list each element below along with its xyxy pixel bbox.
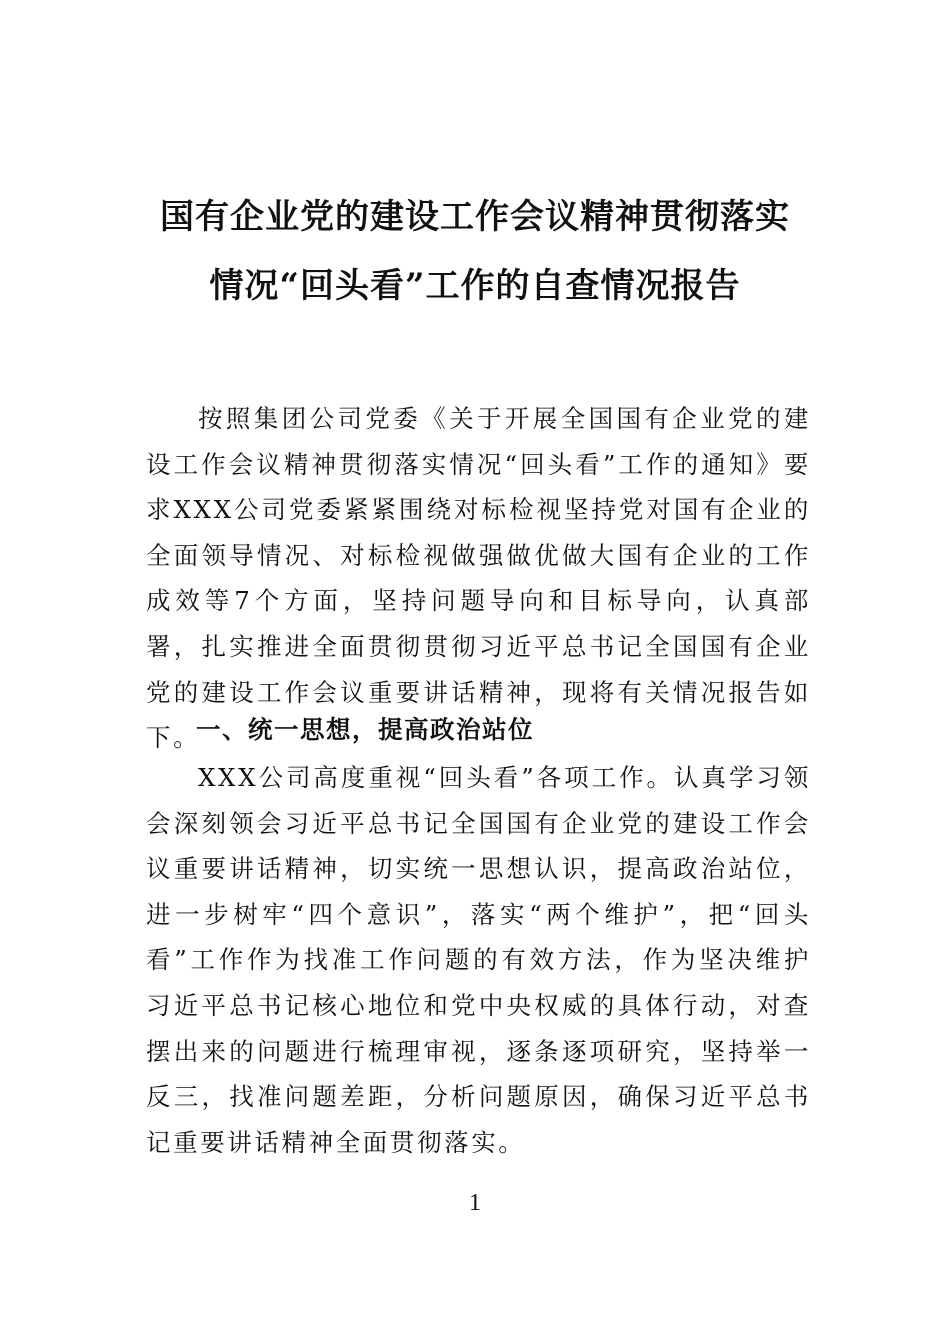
document-title-line-1: 国有企业党的建设工作会议精神贯彻落实 xyxy=(160,197,790,237)
page-number: 1 xyxy=(469,1190,481,1216)
intro-paragraph: 按照集团公司党委《关于开展全国国有企业党的建设工作会议精神贯彻落实情况“回头看”工作的通知》要求XXX公司党委紧紧围绕对标检视坚持党对国有企业的全面领导情况、对标检视做强做优做大国有企业的工作成效等7个方面，坚持问题导向和目标导向，认真部署，扎实推进全面贯彻贯彻习近平总书记全国国有企业党的建设工作会议重要讲话精神，现将有关情况报告如下。 xyxy=(146,404,811,753)
section-heading-1: 一、统一思想，提高政治站位 xyxy=(196,715,534,744)
document-title-line-2: 情况“回头看”工作的自查情况报告 xyxy=(209,266,741,306)
section-1-paragraph: XXX公司高度重视“回头看”各项工作。认真学习领会深刻领会习近平总书记全国国有企业党的建设工作会议重要讲话精神，切实统一思想认识，提高政治站位，进一步树牢“四个意识”，落实“两个维护”，把“回头看”工作作为找准工作问题的有效方法，作为坚决维护习近平总书记核心地位和党中央权威的具体行动，对查摆出来的问题进行梳理审视，逐条逐项研究，坚持举一反三，找准问题差距，分析问题原因，确保习近平总书记重要讲话精神全面贯彻落实。 xyxy=(146,763,811,1157)
